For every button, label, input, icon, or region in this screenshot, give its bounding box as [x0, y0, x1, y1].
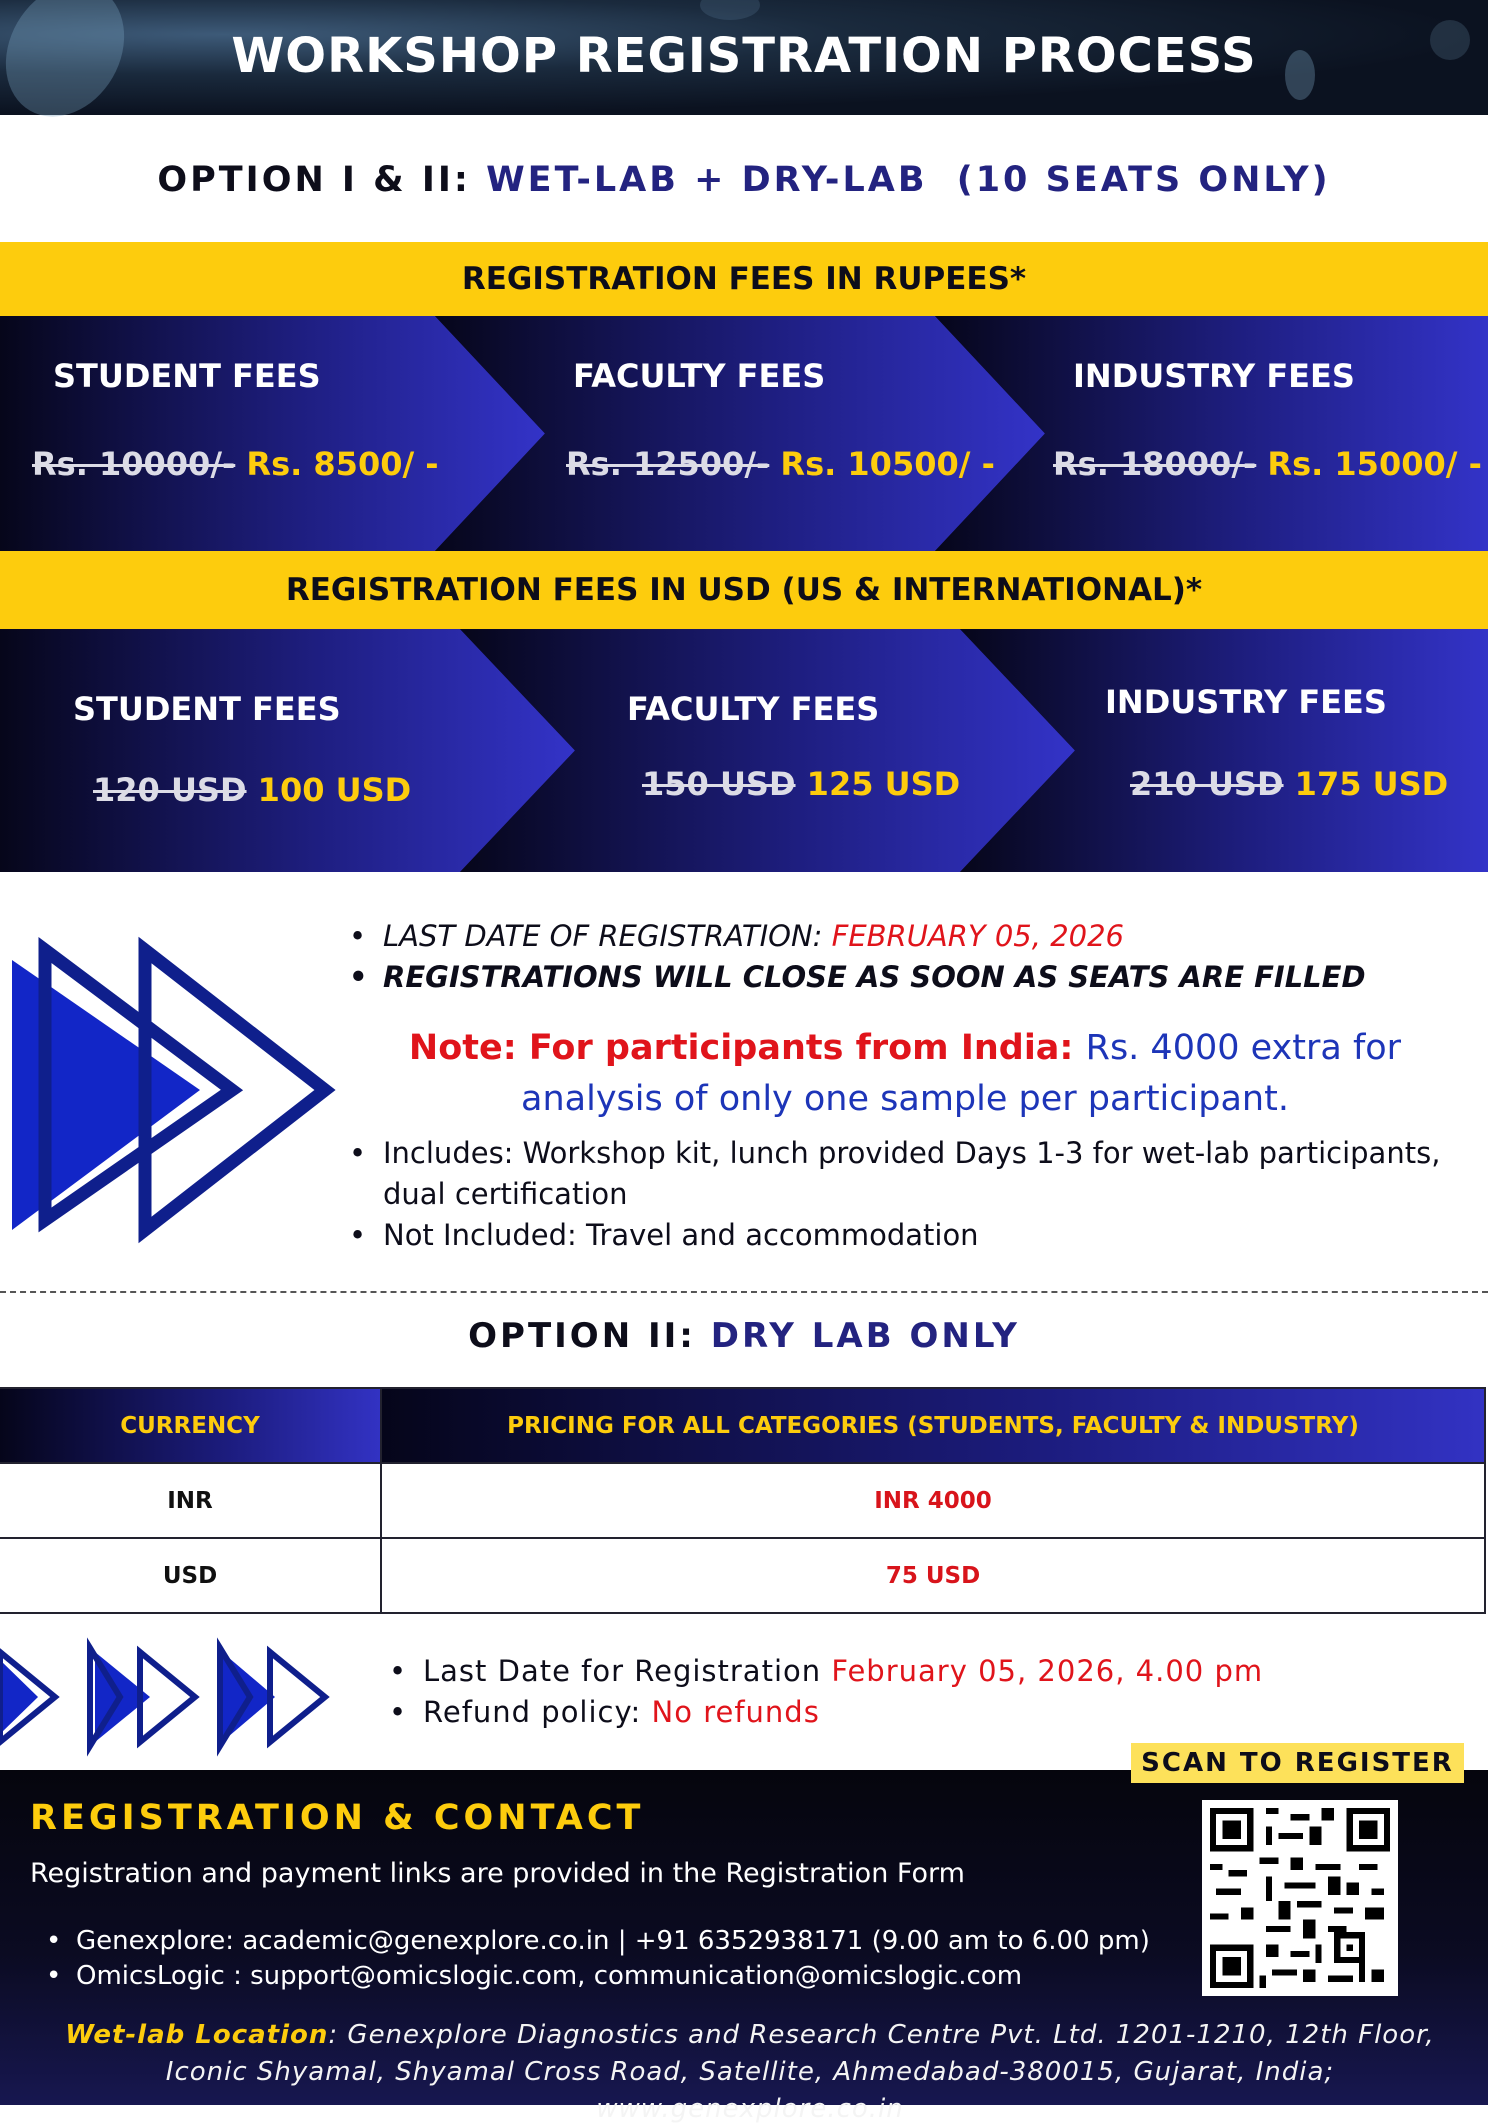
student-fee-arrow [0, 629, 575, 872]
option1-title-prefix: OPTION I & II: [157, 160, 471, 200]
new-price: Rs. 8500/ - [246, 445, 439, 483]
old-price: 150 USD [642, 765, 796, 803]
usd-student-fee-label: STUDENT FEES [73, 690, 341, 728]
contact-title: REGISTRATION & CONTACT [30, 1798, 645, 1838]
triple-arrow-icon [0, 935, 340, 1245]
section-divider [0, 1291, 1488, 1293]
not-included-item: • Not Included: Travel and accommodation [345, 1215, 1465, 1256]
usd-faculty-fee-label: FACULTY FEES [627, 690, 880, 728]
inclusions-list [345, 1133, 1465, 1256]
usd-industry-fee-price [1130, 765, 1448, 803]
rupees-fees-band [0, 316, 1488, 551]
close-notice-item: • REGISTRATIONS WILL CLOSE AS SOON AS SEATS ARE FILLED [345, 957, 1465, 998]
rupees-fees-bar-label: REGISTRATION FEES IN RUPEES* [461, 261, 1027, 297]
usd-fees-band [0, 629, 1488, 872]
usd-student-fee-price [93, 771, 411, 809]
dry-lab-pricing-table [0, 1387, 1486, 1614]
omicslogic-contact: • OmicsLogic : support@omicslogic.com, communication@omicslogic.com [44, 1959, 1150, 1994]
new-price: 125 USD [806, 765, 961, 803]
india-note-text: Rs. 4000 extra for analysis of only one sample per participant. [521, 1028, 1402, 1119]
usd-industry-fee-label: INDUSTRY FEES [1105, 683, 1387, 721]
contact-list [44, 1924, 1150, 1994]
refund-policy-label: Refund policy: [423, 1695, 642, 1729]
option1-title-wetlab: WET-LAB + [486, 160, 727, 200]
currency-cell: USD [0, 1538, 381, 1613]
contact-footer [0, 1770, 1488, 2124]
scan-to-register-badge: SCAN TO REGISTER [1131, 1743, 1464, 1783]
old-price: 210 USD [1130, 765, 1284, 803]
contact-subtitle: Registration and payment links are provided in the Registration Form [30, 1858, 965, 1889]
dry-lab-last-date-item [385, 1651, 1263, 1692]
dry-lab-last-date-label: Last Date for Registration [423, 1654, 822, 1688]
table-header-row [0, 1388, 1485, 1463]
old-price: Rs. 18000/- [1053, 445, 1257, 483]
includes-item: • Includes: Workshop kit, lunch provided Days 1-3 for wet-lab participants, dual certification [345, 1133, 1465, 1215]
table-row [0, 1463, 1485, 1538]
option1-title [0, 160, 1488, 200]
old-price: Rs. 10000/- [32, 445, 236, 483]
rupees-student-fee-price [32, 445, 439, 483]
bacteria-decoration [700, 0, 760, 20]
refund-policy-item [385, 1692, 1263, 1733]
rupees-industry-fee-label: INDUSTRY FEES [1073, 357, 1355, 395]
currency-cell: INR [0, 1463, 381, 1538]
registration-qr-code[interactable] [1202, 1800, 1398, 1996]
option1-title-drylab: DRY-LAB [741, 160, 928, 200]
student-fee-arrow [0, 316, 545, 551]
usd-faculty-fee-price [642, 765, 960, 803]
dry-lab-last-date-value: February 05, 2026, 4.00 pm [831, 1654, 1264, 1688]
new-price: 175 USD [1294, 765, 1449, 803]
wet-lab-location-text: : Genexplore Diagnostics and Research Centre Pvt. Ltd. 1201-1210, 12th Floor, Iconic Shyamal, Shyamal Cross Road, Satellite, Ahmedabad-380015, Gujarat, India; www.genexplore.co.in [165, 2020, 1435, 2124]
rupees-student-fee-label: STUDENT FEES [53, 357, 321, 395]
usd-fees-bar [0, 551, 1488, 629]
new-price: Rs. 15000/ - [1267, 445, 1482, 483]
rupees-industry-fee-price [1053, 445, 1482, 483]
option2-title-prefix: OPTION II: [468, 1316, 696, 1356]
old-price: Rs. 12500/- [566, 445, 770, 483]
wet-lab-location-label: Wet-lab Location [65, 2020, 329, 2050]
refund-policy-value: No refunds [651, 1695, 820, 1729]
rupees-faculty-fee-label: FACULTY FEES [573, 357, 826, 395]
wet-lab-location [30, 2017, 1470, 2128]
india-note-label: Note: For participants from India: [408, 1028, 1074, 1068]
qr-code-icon [1210, 1808, 1390, 1988]
india-note [345, 1023, 1465, 1125]
rupees-faculty-fee-price [566, 445, 995, 483]
page-title: WORKSHOP REGISTRATION PROCESS [231, 28, 1257, 84]
old-price: 120 USD [93, 771, 247, 809]
hero-banner [0, 0, 1488, 115]
price-cell: INR 4000 [381, 1463, 1485, 1538]
currency-header: CURRENCY [0, 1388, 381, 1463]
table-row [0, 1538, 1485, 1613]
small-arrows-icon [0, 1642, 340, 1752]
rupees-fees-bar [0, 242, 1488, 316]
option2-title [0, 1316, 1488, 1356]
option2-title-drylab: DRY LAB ONLY [710, 1316, 1020, 1356]
new-price: 100 USD [257, 771, 412, 809]
last-date-item [345, 916, 1465, 957]
pricing-header: PRICING FOR ALL CATEGORIES (STUDENTS, FACULTY & INDUSTRY) [381, 1388, 1485, 1463]
registration-info-list [345, 916, 1465, 998]
price-cell: 75 USD [381, 1538, 1485, 1613]
new-price: Rs. 10500/ - [780, 445, 995, 483]
last-date-label: LAST DATE OF REGISTRATION: [383, 919, 823, 953]
dry-lab-info-list [385, 1651, 1263, 1733]
option1-title-seats: (10 SEATS ONLY) [956, 160, 1331, 200]
genexplore-contact: • Genexplore: academic@genexplore.co.in | +91 6352938171 (9.00 am to 6.00 pm) [44, 1924, 1150, 1959]
last-date-value: FEBRUARY 05, 2026 [831, 919, 1124, 953]
usd-fees-bar-label: REGISTRATION FEES IN USD (US & INTERNATIONAL)* [285, 572, 1203, 608]
